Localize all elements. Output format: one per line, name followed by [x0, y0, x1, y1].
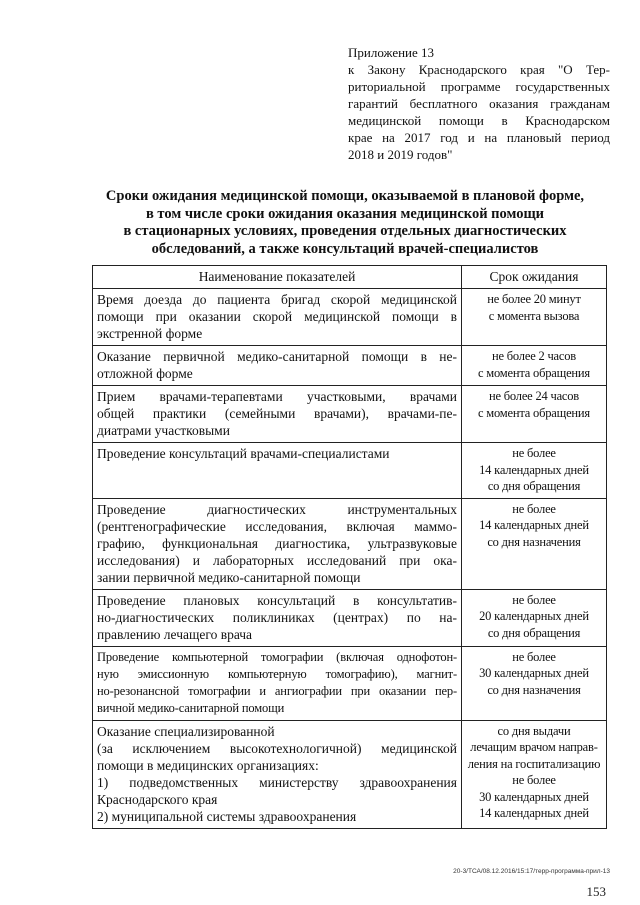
indicator-name-cell [93, 346, 462, 386]
waiting-term-cell [462, 498, 607, 589]
cell-line: экстренной форме [97, 326, 203, 341]
table-row [93, 386, 607, 443]
cell-line: 14 календарных дней [479, 518, 589, 532]
cell-line: не более [512, 501, 556, 516]
indicator-name-cell [93, 386, 462, 443]
cell-line: исследования) и лабораторных исследований при ока- [97, 552, 457, 568]
cell-line: с момента обращения [478, 405, 590, 420]
title-line: обследований, а также консультаций врачей-специалистов [151, 240, 539, 257]
cell-line: со дня обращения [487, 625, 581, 640]
waiting-term-cell [462, 646, 607, 720]
indicator-name-cell [93, 646, 462, 720]
waiting-term-cell [462, 720, 607, 828]
cell-line: Проведение компьютерной томографии (включая однофотон- [97, 649, 457, 664]
title-line: Сроки ожидания медицинской помощи, оказываемой в плановой форме, [105, 188, 585, 204]
cell-line: 14 календарных дней [479, 806, 589, 820]
cell-line: 30 календарных дней [479, 666, 589, 680]
appendix-note [348, 44, 610, 163]
indicator-name-cell [93, 589, 462, 646]
table-row [93, 289, 607, 346]
title-line: в стационарных условиях, проведения отдельных диагностических [123, 223, 567, 239]
cell-line: (рентгенографические исследования, включая маммо- [97, 518, 457, 534]
cell-line: отложной форме [97, 366, 193, 381]
cell-line: 1) подведомственных министерству здравоохранения [97, 774, 457, 790]
appendix-line: Приложение 13 [348, 45, 435, 60]
cell-line: помощи при оказании скорой медицинской помощи в [97, 309, 457, 324]
cell-line: но-резонансной томографии и ангиографии при оказании пер- [97, 683, 457, 698]
table-row [93, 646, 607, 720]
table-row [93, 346, 607, 386]
cell-line: зании первичной медико-санитарной помощи [97, 569, 361, 585]
cell-line: но-диагностических поликлиниках (центрах) по на- [97, 609, 457, 625]
waiting-term-cell [462, 346, 607, 386]
cell-line: лечащим врачом направ- [470, 740, 598, 754]
cell-line: не более 2 часов [492, 349, 576, 363]
cell-line: общей практики (семейными врачами), врачами-пе- [97, 406, 457, 421]
cell-line: 30 календарных дней [479, 789, 589, 804]
cell-line: не более 20 минут [487, 292, 581, 306]
cell-line: 14 календарных дней [479, 462, 589, 477]
cell-line: графию, функциональная диагностика, ультразвуковые [97, 535, 457, 551]
appendix-line: риториальной программе государственных [348, 79, 610, 94]
cell-line: не более [512, 592, 556, 607]
cell-line: 20 календарных дней [479, 609, 589, 623]
cell-line: Краснодарского края [97, 791, 218, 807]
cell-line: ную эмиссионную компьютерную томографию), магнит- [97, 666, 457, 681]
cell-line: помощи в медицинских организациях: [97, 757, 319, 773]
cell-line: с момента вызова [488, 308, 580, 323]
footer-file-path: 20-3/ТСА/08.12.2016/15:17/терр-программа-прил-13 [453, 868, 610, 875]
cell-line: Проведение плановых консультаций в консультатив- [97, 592, 457, 608]
cell-line: со дня назначения [487, 682, 581, 697]
waiting-term-cell [462, 386, 607, 443]
cell-line: со дня обращения [487, 479, 581, 493]
table-row [93, 498, 607, 589]
indicator-name-cell [93, 498, 462, 589]
cell-line: (за исключением высокотехнологичной) медицинской [97, 740, 457, 756]
cell-line: не более [512, 649, 556, 664]
cell-line: со дня выдачи [497, 723, 571, 738]
cell-line: Проведение диагностических инструментальных [97, 501, 457, 517]
indicator-name-cell [93, 443, 462, 499]
indicator-name-cell [93, 720, 462, 828]
cell-line: 2) муниципальной системы здравоохранения [97, 808, 357, 824]
waiting-times-table [92, 265, 607, 829]
header-waiting-term: Срок ожидания [462, 266, 607, 289]
appendix-line: 2018 и 2019 годов" [348, 147, 453, 162]
cell-line: диатрами участковыми [97, 423, 230, 438]
waiting-term-cell [462, 443, 607, 499]
table-row [93, 720, 607, 828]
cell-line: с момента обращения [478, 365, 590, 380]
cell-line: Проведение консультаций врачами-специалистами [97, 446, 390, 461]
title-line: в том числе сроки ожидания оказания медицинской помощи [145, 205, 545, 222]
cell-line: ления на госпитализацию [467, 756, 601, 771]
appendix-line: крае на 2017 год и на плановый период [348, 130, 610, 145]
cell-line: Оказание специализированной [97, 723, 275, 739]
cell-line: правлению лечащего врача [97, 626, 253, 642]
appendix-line: к Закону Краснодарского края "О Тер- [348, 62, 610, 77]
cell-line: Прием врачами-терапевтами участковыми, врачами [97, 389, 457, 404]
header-indicator-name: Наименование показателей [93, 266, 462, 289]
waiting-term-cell [462, 589, 607, 646]
table-row [93, 589, 607, 646]
appendix-line: медицинской помощи в Краснодарском [348, 113, 610, 128]
cell-line: не более 24 часов [488, 389, 580, 403]
cell-line: вичной медико-санитарной помощи [97, 700, 285, 715]
cell-line: не более [512, 773, 556, 787]
table-row [93, 443, 607, 499]
document-title [88, 188, 602, 258]
indicator-name-cell [93, 289, 462, 346]
appendix-line: гарантий бесплатного оказания гражданам [348, 96, 610, 111]
cell-line: со дня назначения [487, 534, 581, 549]
cell-line: не более [512, 446, 556, 460]
cell-line: Оказание первичной медико-санитарной помощи в не- [97, 349, 457, 364]
table-header-row [93, 266, 607, 289]
cell-line: Время доезда до пациента бригад скорой медицинской [97, 292, 457, 307]
page-number: 153 [586, 884, 606, 899]
waiting-term-cell [462, 289, 607, 346]
